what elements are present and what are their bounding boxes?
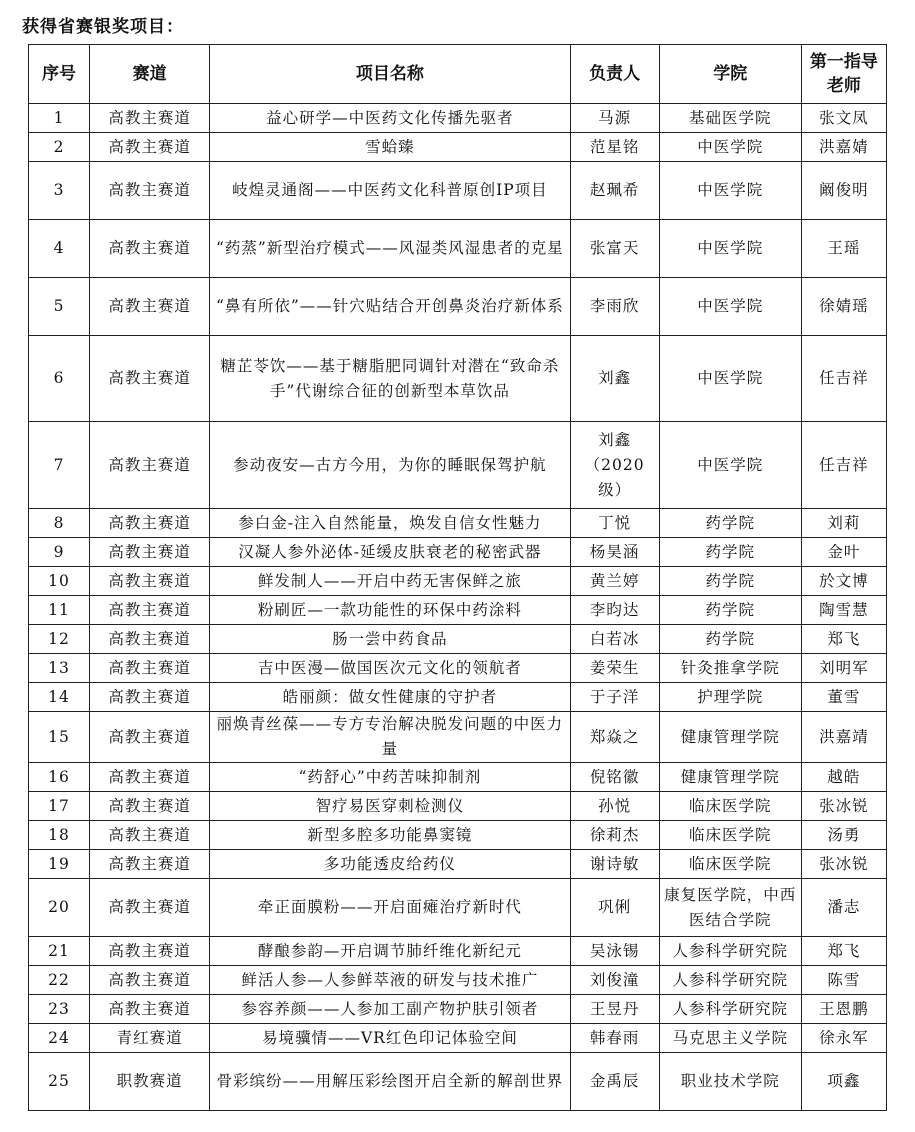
cell-advisor: 刘明军 xyxy=(801,654,886,683)
cell-advisor: 张冰锐 xyxy=(801,792,886,821)
table-row xyxy=(29,712,887,763)
cell-advisor: 陶雪慧 xyxy=(801,596,886,625)
table-row xyxy=(29,104,887,133)
cell-track: 高教主赛道 xyxy=(90,422,210,509)
cell-advisor: 张冰锐 xyxy=(801,850,886,879)
cell-track: 高教主赛道 xyxy=(90,625,210,654)
cell-track: 高教主赛道 xyxy=(90,509,210,538)
cell-college: 马克思主义学院 xyxy=(659,1024,801,1053)
cell-no: 22 xyxy=(29,966,90,995)
cell-leader: 丁悦 xyxy=(570,509,659,538)
cell-track: 高教主赛道 xyxy=(90,278,210,336)
cell-track: 高教主赛道 xyxy=(90,763,210,792)
table-row xyxy=(29,1024,887,1053)
table-row xyxy=(29,850,887,879)
cell-college: 健康管理学院 xyxy=(659,712,801,763)
cell-leader: 倪铭徽 xyxy=(570,763,659,792)
table-row xyxy=(29,625,887,654)
cell-no: 19 xyxy=(29,850,90,879)
cell-project: 智疗易医穿刺检测仪 xyxy=(210,792,570,821)
table-row xyxy=(29,567,887,596)
table-row xyxy=(29,937,887,966)
cell-leader: 于子洋 xyxy=(570,683,659,712)
cell-leader: 黄兰婷 xyxy=(570,567,659,596)
table-row xyxy=(29,538,887,567)
cell-advisor: 张文凤 xyxy=(801,104,886,133)
cell-no: 6 xyxy=(29,336,90,422)
cell-track: 高教主赛道 xyxy=(90,792,210,821)
cell-college: 中医学院 xyxy=(659,422,801,509)
cell-project: 骨彩缤纷——用解压彩绘图开启全新的解剖世界 xyxy=(210,1053,570,1111)
cell-leader: 姜荣生 xyxy=(570,654,659,683)
cell-no: 12 xyxy=(29,625,90,654)
cell-track: 高教主赛道 xyxy=(90,937,210,966)
cell-track: 青红赛道 xyxy=(90,1024,210,1053)
cell-project: 岐煌灵通阁——中医药文化科普原创IP项目 xyxy=(210,162,570,220)
cell-college: 药学院 xyxy=(659,538,801,567)
cell-track: 高教主赛道 xyxy=(90,654,210,683)
cell-college: 临床医学院 xyxy=(659,792,801,821)
cell-college: 药学院 xyxy=(659,509,801,538)
table-row xyxy=(29,879,887,937)
cell-college: 中医学院 xyxy=(659,162,801,220)
section-caption: 获得省赛银奖项目： xyxy=(22,17,184,37)
cell-track: 高教主赛道 xyxy=(90,966,210,995)
cell-college: 药学院 xyxy=(659,625,801,654)
cell-leader: 杨昊涵 xyxy=(570,538,659,567)
cell-leader: 李雨欣 xyxy=(570,278,659,336)
header-track: 赛道 xyxy=(90,45,210,104)
cell-project: “药蒸”新型治疗模式——风湿类风湿患者的克星 xyxy=(210,220,570,278)
cell-no: 23 xyxy=(29,995,90,1024)
cell-no: 16 xyxy=(29,763,90,792)
table-row xyxy=(29,821,887,850)
cell-project: 皓丽颜：做女性健康的守护者 xyxy=(210,683,570,712)
cell-college: 人参科学研究院 xyxy=(659,937,801,966)
cell-college: 基础医学院 xyxy=(659,104,801,133)
cell-track: 高教主赛道 xyxy=(90,336,210,422)
header-leader: 负责人 xyxy=(570,45,659,104)
cell-advisor: 於文博 xyxy=(801,567,886,596)
cell-leader: 金禹辰 xyxy=(570,1053,659,1111)
cell-project: 益心研学—中医药文化传播先驱者 xyxy=(210,104,570,133)
cell-advisor: 董雪 xyxy=(801,683,886,712)
cell-advisor: 项鑫 xyxy=(801,1053,886,1111)
table-row xyxy=(29,654,887,683)
cell-college: 健康管理学院 xyxy=(659,763,801,792)
cell-project: 雪蛤臻 xyxy=(210,133,570,162)
table-row xyxy=(29,683,887,712)
cell-no: 25 xyxy=(29,1053,90,1111)
cell-no: 11 xyxy=(29,596,90,625)
cell-no: 15 xyxy=(29,712,90,763)
cell-college: 护理学院 xyxy=(659,683,801,712)
cell-no: 7 xyxy=(29,422,90,509)
cell-advisor: 陈雪 xyxy=(801,966,886,995)
cell-leader: 马源 xyxy=(570,104,659,133)
cell-advisor: 徐婧瑶 xyxy=(801,278,886,336)
cell-leader: 张富天 xyxy=(570,220,659,278)
cell-no: 4 xyxy=(29,220,90,278)
table-row xyxy=(29,509,887,538)
cell-project: 参动夜安—古方今用，为你的睡眠保驾护航 xyxy=(210,422,570,509)
cell-track: 高教主赛道 xyxy=(90,133,210,162)
cell-advisor: 王恩鹏 xyxy=(801,995,886,1024)
cell-no: 3 xyxy=(29,162,90,220)
cell-college: 人参科学研究院 xyxy=(659,966,801,995)
table-row xyxy=(29,220,887,278)
cell-advisor: 王瑶 xyxy=(801,220,886,278)
cell-college: 药学院 xyxy=(659,596,801,625)
cell-advisor: 阚俊明 xyxy=(801,162,886,220)
cell-track: 高教主赛道 xyxy=(90,879,210,937)
cell-college: 中医学院 xyxy=(659,133,801,162)
table-row xyxy=(29,995,887,1024)
table-row xyxy=(29,1053,887,1111)
cell-advisor: 刘莉 xyxy=(801,509,886,538)
cell-no: 2 xyxy=(29,133,90,162)
header-advisor: 第一指导老师 xyxy=(801,45,886,104)
cell-leader: 白若冰 xyxy=(570,625,659,654)
cell-project: 酵酿参韵—开启调节肺纤维化新纪元 xyxy=(210,937,570,966)
header-college: 学院 xyxy=(659,45,801,104)
cell-project: 鲜活人参—人参鲜萃液的研发与技术推广 xyxy=(210,966,570,995)
cell-project: 新型多腔多功能鼻窦镜 xyxy=(210,821,570,850)
cell-college: 康复医学院，中西医结合学院 xyxy=(659,879,801,937)
cell-project: 汉凝人参外泌体-延缓皮肤衰老的秘密武器 xyxy=(210,538,570,567)
cell-advisor: 任吉祥 xyxy=(801,422,886,509)
cell-advisor: 郑飞 xyxy=(801,937,886,966)
cell-leader: 王昱丹 xyxy=(570,995,659,1024)
cell-college: 药学院 xyxy=(659,567,801,596)
cell-track: 高教主赛道 xyxy=(90,162,210,220)
cell-no: 5 xyxy=(29,278,90,336)
table-body xyxy=(29,104,887,1111)
table-row xyxy=(29,133,887,162)
header-no: 序号 xyxy=(29,45,90,104)
cell-advisor: 徐永军 xyxy=(801,1024,886,1053)
cell-project: “药舒心”中药苦味抑制剂 xyxy=(210,763,570,792)
table-row xyxy=(29,763,887,792)
cell-college: 中医学院 xyxy=(659,220,801,278)
cell-college: 临床医学院 xyxy=(659,850,801,879)
table-row xyxy=(29,792,887,821)
table-row xyxy=(29,336,887,422)
cell-track: 高教主赛道 xyxy=(90,567,210,596)
cell-leader: 范星铭 xyxy=(570,133,659,162)
cell-advisor: 潘志 xyxy=(801,879,886,937)
cell-project: 牵正面膜粉——开启面瘫治疗新时代 xyxy=(210,879,570,937)
table-row xyxy=(29,162,887,220)
cell-advisor: 郑飞 xyxy=(801,625,886,654)
cell-no: 20 xyxy=(29,879,90,937)
cell-track: 职教赛道 xyxy=(90,1053,210,1111)
cell-no: 9 xyxy=(29,538,90,567)
table-row xyxy=(29,278,887,336)
silver-award-table xyxy=(28,44,887,1111)
cell-leader: 李昀达 xyxy=(570,596,659,625)
cell-project: 鲜发制人——开启中药无害保鲜之旅 xyxy=(210,567,570,596)
cell-track: 高教主赛道 xyxy=(90,538,210,567)
cell-project: 参容养颜——人参加工副产物护肤引领者 xyxy=(210,995,570,1024)
cell-track: 高教主赛道 xyxy=(90,220,210,278)
cell-advisor: 越皓 xyxy=(801,763,886,792)
cell-project: 参白金-注入自然能量，焕发自信女性魅力 xyxy=(210,509,570,538)
cell-leader: 吴泳锡 xyxy=(570,937,659,966)
cell-leader: 巩俐 xyxy=(570,879,659,937)
cell-leader: 谢诗敏 xyxy=(570,850,659,879)
cell-no: 13 xyxy=(29,654,90,683)
cell-advisor: 任吉祥 xyxy=(801,336,886,422)
cell-track: 高教主赛道 xyxy=(90,850,210,879)
cell-college: 中医学院 xyxy=(659,278,801,336)
cell-no: 18 xyxy=(29,821,90,850)
cell-leader: 徐莉杰 xyxy=(570,821,659,850)
cell-track: 高教主赛道 xyxy=(90,104,210,133)
cell-track: 高教主赛道 xyxy=(90,995,210,1024)
cell-no: 17 xyxy=(29,792,90,821)
cell-project: 丽焕青丝葆——专方专治解决脱发问题的中医力量 xyxy=(210,712,570,763)
cell-project: 多功能透皮给药仪 xyxy=(210,850,570,879)
cell-college: 中医学院 xyxy=(659,336,801,422)
cell-project: “鼻有所依”——针穴贴结合开创鼻炎治疗新体系 xyxy=(210,278,570,336)
cell-track: 高教主赛道 xyxy=(90,683,210,712)
table-row xyxy=(29,966,887,995)
cell-advisor: 金叶 xyxy=(801,538,886,567)
cell-project: 肠一尝中药食品 xyxy=(210,625,570,654)
cell-no: 21 xyxy=(29,937,90,966)
cell-college: 临床医学院 xyxy=(659,821,801,850)
cell-no: 14 xyxy=(29,683,90,712)
cell-no: 1 xyxy=(29,104,90,133)
cell-track: 高教主赛道 xyxy=(90,712,210,763)
cell-leader: 韩春雨 xyxy=(570,1024,659,1053)
cell-project: 吉中医漫—做国医次元文化的领航者 xyxy=(210,654,570,683)
cell-advisor: 洪嘉婧 xyxy=(801,133,886,162)
cell-advisor: 洪嘉靖 xyxy=(801,712,886,763)
cell-leader: 孙悦 xyxy=(570,792,659,821)
header-project: 项目名称 xyxy=(210,45,570,104)
cell-leader: 刘鑫 xyxy=(570,336,659,422)
cell-college: 针灸推拿学院 xyxy=(659,654,801,683)
cell-leader: 刘俊潼 xyxy=(570,966,659,995)
cell-no: 10 xyxy=(29,567,90,596)
cell-leader: 郑焱之 xyxy=(570,712,659,763)
cell-leader: 赵珮希 xyxy=(570,162,659,220)
cell-no: 24 xyxy=(29,1024,90,1053)
cell-project: 易境骥情——VR红色印记体验空间 xyxy=(210,1024,570,1053)
cell-track: 高教主赛道 xyxy=(90,821,210,850)
cell-no: 8 xyxy=(29,509,90,538)
cell-college: 人参科学研究院 xyxy=(659,995,801,1024)
cell-college: 职业技术学院 xyxy=(659,1053,801,1111)
table-row xyxy=(29,596,887,625)
cell-project: 粉刷匠—一款功能性的环保中药涂料 xyxy=(210,596,570,625)
cell-leader: 刘鑫（2020级） xyxy=(570,422,659,509)
table-row xyxy=(29,422,887,509)
cell-project: 糖芷苓饮——基于糖脂肥同调针对潜在“致命杀手”代谢综合征的创新型本草饮品 xyxy=(210,336,570,422)
table-header-row xyxy=(29,45,887,104)
cell-advisor: 汤勇 xyxy=(801,821,886,850)
cell-track: 高教主赛道 xyxy=(90,596,210,625)
